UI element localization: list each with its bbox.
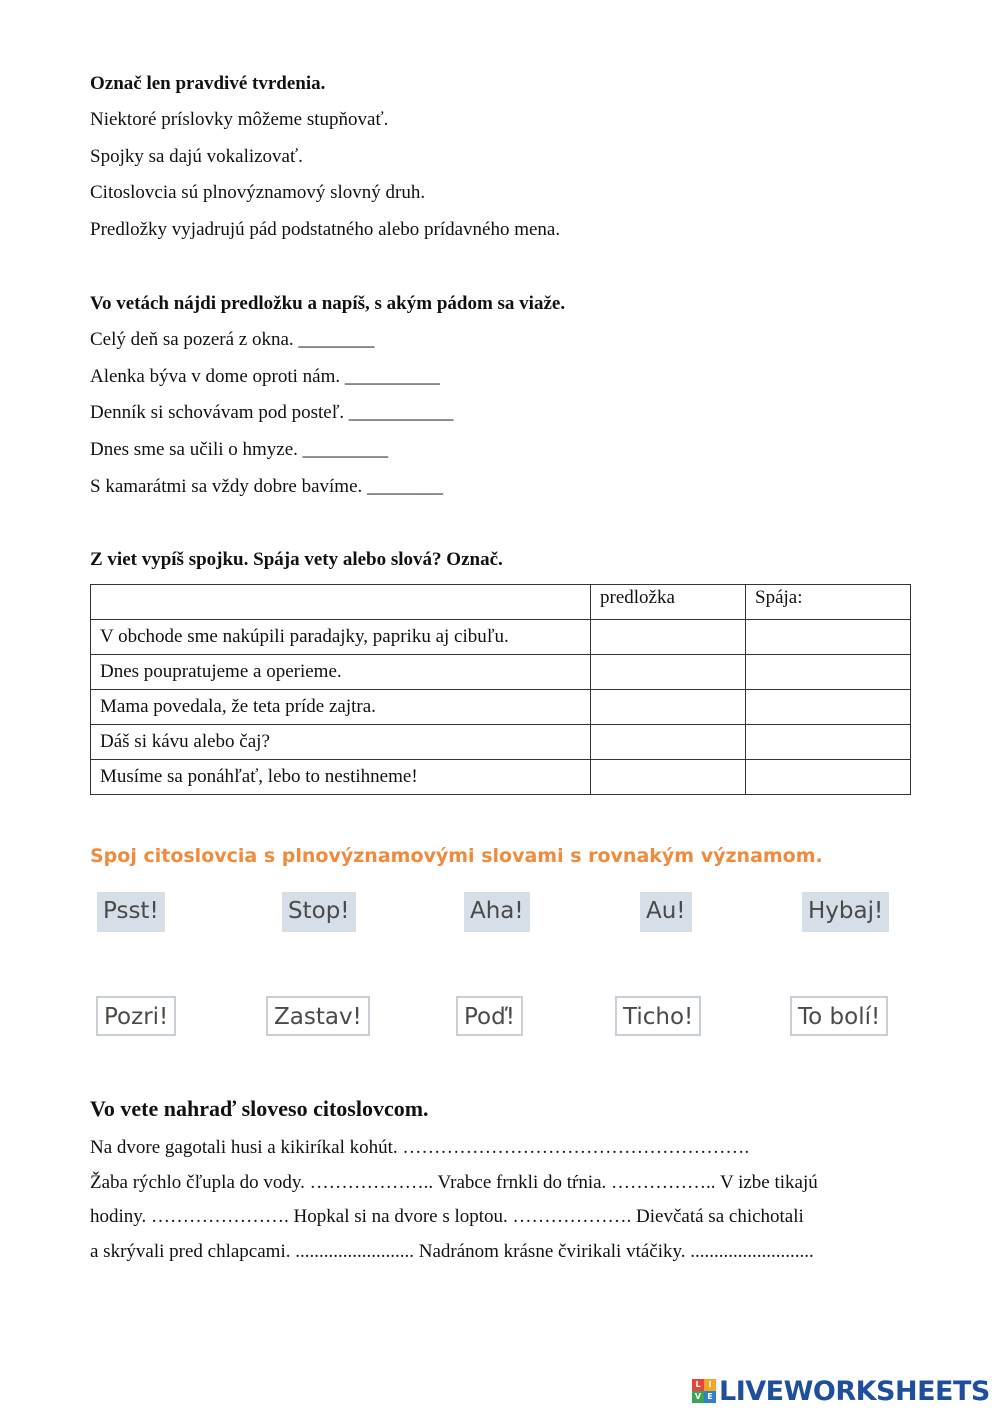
table-cell-answer-conjunction[interactable]	[591, 690, 746, 725]
exercise-line-4: a skrývali pred chlapcami. ......................... Nadránom krásne čvirikali vtáčiky. ..........................	[90, 1241, 814, 1262]
table-header-cell-conjunction: predložka	[591, 585, 746, 620]
section-title-prepositions: Vo vetách nájdi predložku a napíš, s akým pádom sa viaže.	[90, 293, 566, 314]
exercise-line-1: Na dvore gagotali husi a kikiríkal kohút. ……………………………………………….	[90, 1137, 750, 1158]
sentence-5: S kamarátmi sa vždy dobre bavíme. ________	[90, 476, 444, 497]
liveworksheets-logo-text: LIVEWORKSHEETS	[719, 1375, 990, 1407]
table-row	[91, 760, 911, 795]
table-cell-answer-conjunction[interactable]	[591, 655, 746, 690]
word-chip-pod[interactable]: Poď!	[456, 996, 523, 1036]
statement-2[interactable]: Spojky sa dajú vokalizovať.	[90, 146, 303, 167]
statement-3[interactable]: Citoslovcia sú plnovýznamový slovný druh.	[90, 182, 426, 203]
exercise-line-2: Žaba rýchlo čľupla do vody. ……………….. Vrabce frnkli do tŕnia. …………….. V izbe tikajú	[90, 1172, 818, 1193]
word-chip-pozri[interactable]: Pozri!	[96, 996, 176, 1036]
table-cell-answer-connects[interactable]	[746, 655, 911, 690]
table-cell-sentence: Mama povedala, že teta príde zajtra.	[91, 690, 591, 725]
table-row	[91, 655, 911, 690]
table-row	[91, 725, 911, 760]
section-title-true-statements: Označ len pravdivé tvrdenia.	[90, 73, 326, 94]
table-cell-sentence: Musíme sa ponáhľať, lebo to nestihneme!	[91, 760, 591, 795]
table-cell-sentence: V obchode sme nakúpili paradajky, papriku aj cibuľu.	[91, 620, 591, 655]
interjection-chip-au[interactable]: Au!	[640, 892, 692, 932]
sentence-3: Denník si schovávam pod posteľ. ___________	[90, 402, 454, 423]
sentence-4: Dnes sme sa učili o hmyze. _________	[90, 439, 389, 460]
table-cell-sentence: Dáš si kávu alebo čaj?	[91, 725, 591, 760]
word-chip-to-boli[interactable]: To bolí!	[790, 996, 888, 1036]
section-title-matching: Spoj citoslovcia s plnovýznamovými slovami s rovnakým významom.	[90, 845, 823, 867]
word-chip-zastav[interactable]: Zastav!	[266, 996, 370, 1036]
table-header-cell-connects: Spája:	[746, 585, 911, 620]
table-header-row	[91, 585, 911, 620]
statement-4[interactable]: Predložky vyjadrujú pád podstatného alebo prídavného mena.	[90, 219, 561, 240]
interjection-chip-psst[interactable]: Psst!	[97, 892, 165, 932]
sentence-1: Celý deň sa pozerá z okna. ________	[90, 329, 375, 350]
table-cell-answer-conjunction[interactable]	[591, 760, 746, 795]
liveworksheets-logo	[692, 1376, 990, 1406]
table-cell-answer-connects[interactable]	[746, 760, 911, 795]
table-cell-answer-connects[interactable]	[746, 620, 911, 655]
table-row	[91, 620, 911, 655]
table-cell-sentence: Dnes poupratujeme a operieme.	[91, 655, 591, 690]
table-row	[91, 690, 911, 725]
word-chip-ticho[interactable]: Ticho!	[615, 996, 701, 1036]
interjection-chip-stop[interactable]: Stop!	[282, 892, 356, 932]
table-cell-answer-conjunction[interactable]	[591, 620, 746, 655]
interjection-chip-hybaj[interactable]: Hybaj!	[802, 892, 889, 932]
conjunction-table	[90, 584, 911, 795]
table-cell-answer-connects[interactable]	[746, 725, 911, 760]
table-cell-answer-connects[interactable]	[746, 690, 911, 725]
section-title-conjunctions: Z viet vypíš spojku. Spája vety alebo slová? Označ.	[90, 549, 503, 570]
statement-1[interactable]: Niektoré príslovky môžeme stupňovať.	[90, 109, 389, 130]
section-title-replace-verb: Vo vete nahraď sloveso citoslovcom.	[90, 1096, 429, 1121]
table-header-cell-sentence	[91, 585, 591, 620]
liveworksheets-logo-icon: L I V E	[692, 1379, 716, 1403]
interjection-chip-aha[interactable]: Aha!	[464, 892, 530, 932]
table-cell-answer-conjunction[interactable]	[591, 725, 746, 760]
exercise-line-3: hodiny. …………………. Hopkal si na dvore s loptou. ………………. Dievčatá sa chichotali	[90, 1206, 804, 1227]
sentence-2: Alenka býva v dome oproti nám. __________	[90, 366, 440, 387]
